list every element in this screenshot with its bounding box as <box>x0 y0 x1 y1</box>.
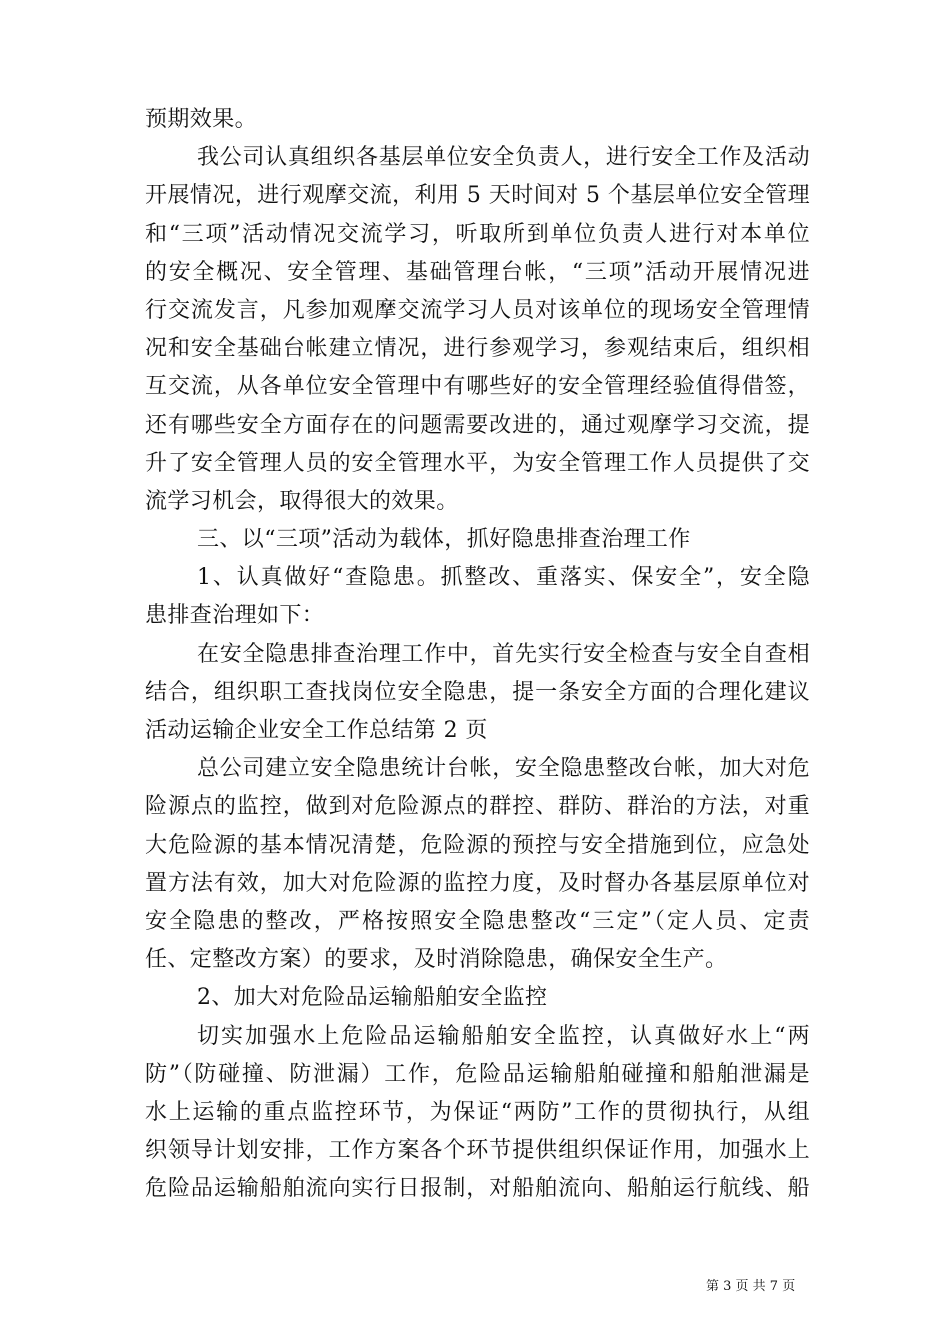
document-body <box>145 101 810 1208</box>
text-line: 互交流，从各单位安全管理中有哪些好的安全管理经验值得借签， <box>145 374 810 400</box>
text-line: 升了安全管理人员的安全管理水平，为安全管理工作人员提供了交 <box>145 450 810 476</box>
text-line: 安全隐患的整改，严格按照安全隐患整改“三定”（定人员、定责 <box>145 908 810 934</box>
page-number-footer: 第 3 页 共 7 页 <box>706 1279 796 1294</box>
text-line: 还有哪些安全方面存在的问题需要改进的，通过观摩学习交流，提 <box>145 412 810 438</box>
text-line: 我公司认真组织各基层单位安全负责人，进行安全工作及活动 <box>197 145 810 171</box>
text-line: 患排查治理如下： <box>145 603 325 629</box>
text-line: 行交流发言，凡参加观摩交流学习人员对该单位的现场安全管理情 <box>145 297 810 323</box>
text-line: 织领导计划安排，工作方案各个环节提供组织保证作用，加强水上 <box>145 1138 810 1164</box>
text-line: 防”（防碰撞、防泄漏）工作，危险品运输船舶碰撞和船舶泄漏是 <box>145 1061 810 1087</box>
text-line: 置方法有效，加大对危险源的监控力度，及时督办各基层原单位对 <box>145 870 810 896</box>
text-line: 活动运输企业安全工作总结第 2 页 <box>145 718 488 743</box>
text-line: 危险品运输船舶流向实行日报制，对船舶流向、船舶运行航线、船 <box>145 1176 810 1202</box>
text-line: 切实加强水上危险品运输船舶安全监控，认真做好水上“两 <box>197 1023 810 1049</box>
text-line: 三、以“三项”活动为载体，抓好隐患排查治理工作 <box>197 527 691 553</box>
text-line: 2、加大对危险品运输船舶安全监控 <box>197 985 548 1011</box>
text-line: 在安全隐患排查治理工作中，首先实行安全检查与安全自查相 <box>197 641 810 667</box>
text-line: 险源点的监控，做到对危险源点的群控、群防、群治的方法，对重 <box>145 794 810 820</box>
text-line: 大危险源的基本情况清楚，危险源的预控与安全措施到位，应急处 <box>145 832 810 858</box>
text-line: 开展情况，进行观摩交流，利用 5 天时间对 5 个基层单位安全管理 <box>145 183 810 209</box>
text-line: 预期效果。 <box>145 107 258 132</box>
text-line: 的安全概况、安全管理、基础管理台帐，“三项”活动开展情况进 <box>145 259 810 285</box>
text-line: 总公司建立安全隐患统计台帐，安全隐患整改台帐，加大对危 <box>197 756 810 782</box>
text-line: 水上运输的重点监控环节，为保证“两防”工作的贯彻执行，从组 <box>145 1099 810 1125</box>
text-line: 况和安全基础台帐建立情况，进行参观学习，参观结束后，组织相 <box>145 336 810 362</box>
text-line: 流学习机会，取得很大的效果。 <box>145 488 459 514</box>
text-line: 1、认真做好“查隐患。抓整改、重落实、保安全”，安全隐 <box>197 565 810 591</box>
text-line: 结合，组织职工查找岗位安全隐患，提一条安全方面的合理化建议 <box>145 679 810 705</box>
text-line: 任、定整改方案）的要求，及时消除隐患，确保安全生产。 <box>145 947 728 973</box>
text-line: 和“三项”活动情况交流学习，听取所到单位负责人进行对本单位 <box>145 221 810 247</box>
